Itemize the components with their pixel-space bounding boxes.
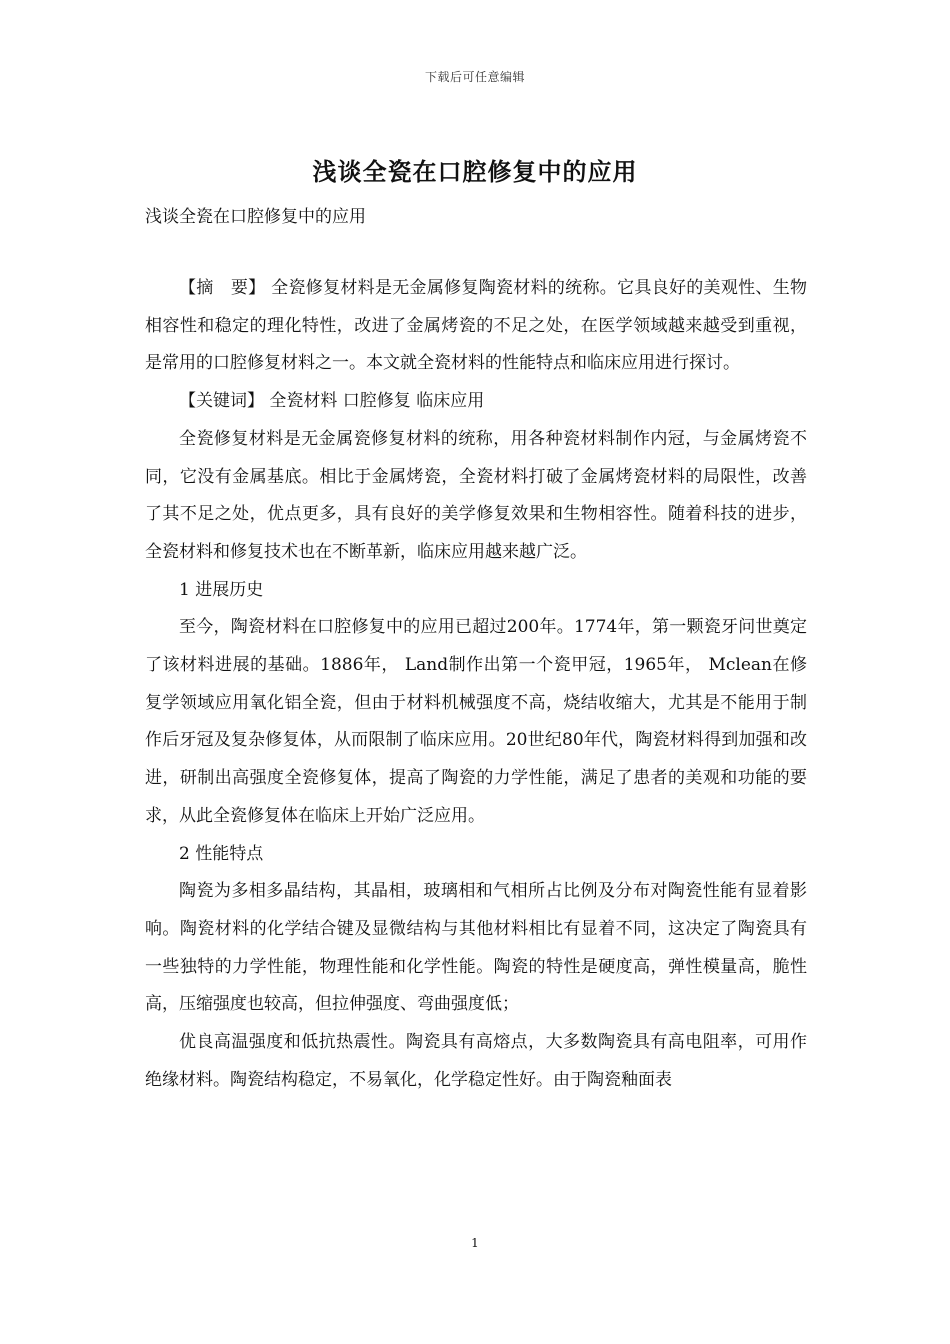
intro-paragraph: 全瓷修复材料是无金属瓷修复材料的统称，用各种瓷材料制作内冠，与金属烤瓷不同，它没有金属基底。相比于金属烤瓷，全瓷材料打破了金属烤瓷材料的局限性，改善了其不足之处，优点更多，具有良好的美学修复效果和生物相容性。随着科技的进步，全瓷材料和修复技术也在不断革新，临床应用越来越广泛。 [145, 428, 807, 562]
section-heading-history: 1 进展历史 [179, 579, 264, 600]
section-heading-properties: 2 性能特点 [179, 843, 264, 864]
abstract-text: 全瓷修复材料是无金属修复陶瓷材料的统称。它具良好的美观性、生物相容性和稳定的理化特性，改进了金属烤瓷的不足之处，在医学领域越来越受到重视，是常用的口腔修复材料之一。本文就全瓷材料的性能特点和临床应用进行探讨。 [145, 278, 808, 374]
header-note: 下载后可任意编辑 [424, 70, 525, 84]
abstract-paragraph [145, 270, 807, 383]
properties-paragraph: 陶瓷为多相多晶结构，其晶相，玻璃相和气相所占比例及分布对陶瓷性能有显着影响。陶瓷材料的化学结合键及显微结构与其他材料相比有显着不同，这决定了陶瓷具有一些独特的力学性能，物理性能和化学性能。陶瓷的特性是硬度高，弹性模量高，脆性高，压缩强度也较高，但拉伸强度、弯曲强度低； [145, 881, 807, 1015]
keywords-paragraph [145, 383, 807, 421]
keywords-label: 【关键词】 [179, 391, 264, 412]
keywords-text: 全瓷材料 口腔修复 临床应用 [264, 391, 485, 412]
page-number: 1 [471, 1236, 479, 1250]
page-title: 浅谈全瓷在口腔修复中的应用 [312, 158, 638, 186]
history-paragraph: 至今，陶瓷材料在口腔修复中的应用已超过200年。1774年，第一颗瓷牙问世奠定了该材料进展的基础。1886年， Land制作出第一个瓷甲冠，1965年， Mclean在修复学领域应用氧化铝全瓷，但由于材料机械强度不高，烧结收缩大，尤其是不能用于制作后牙冠及复杂修复体，从而限制了临床应用。20世纪80年代，陶瓷材料得到加强和改进，研制出高强度全瓷修复体，提高了陶瓷的力学性能，满足了患者的美观和功能的要求，从此全瓷修复体在临床上开始广泛应用。 [145, 617, 807, 826]
abstract-label: 【摘 要】 [179, 278, 266, 298]
subtitle: 浅谈全瓷在口腔修复中的应用 [145, 207, 366, 227]
body-text [145, 270, 807, 1099]
thermal-paragraph: 优良高温强度和低抗热震性。陶瓷具有高熔点，大多数陶瓷具有高电阻率，可用作绝缘材料。陶瓷结构稳定，不易氧化，化学稳定性好。由于陶瓷釉面表 [145, 1032, 807, 1090]
